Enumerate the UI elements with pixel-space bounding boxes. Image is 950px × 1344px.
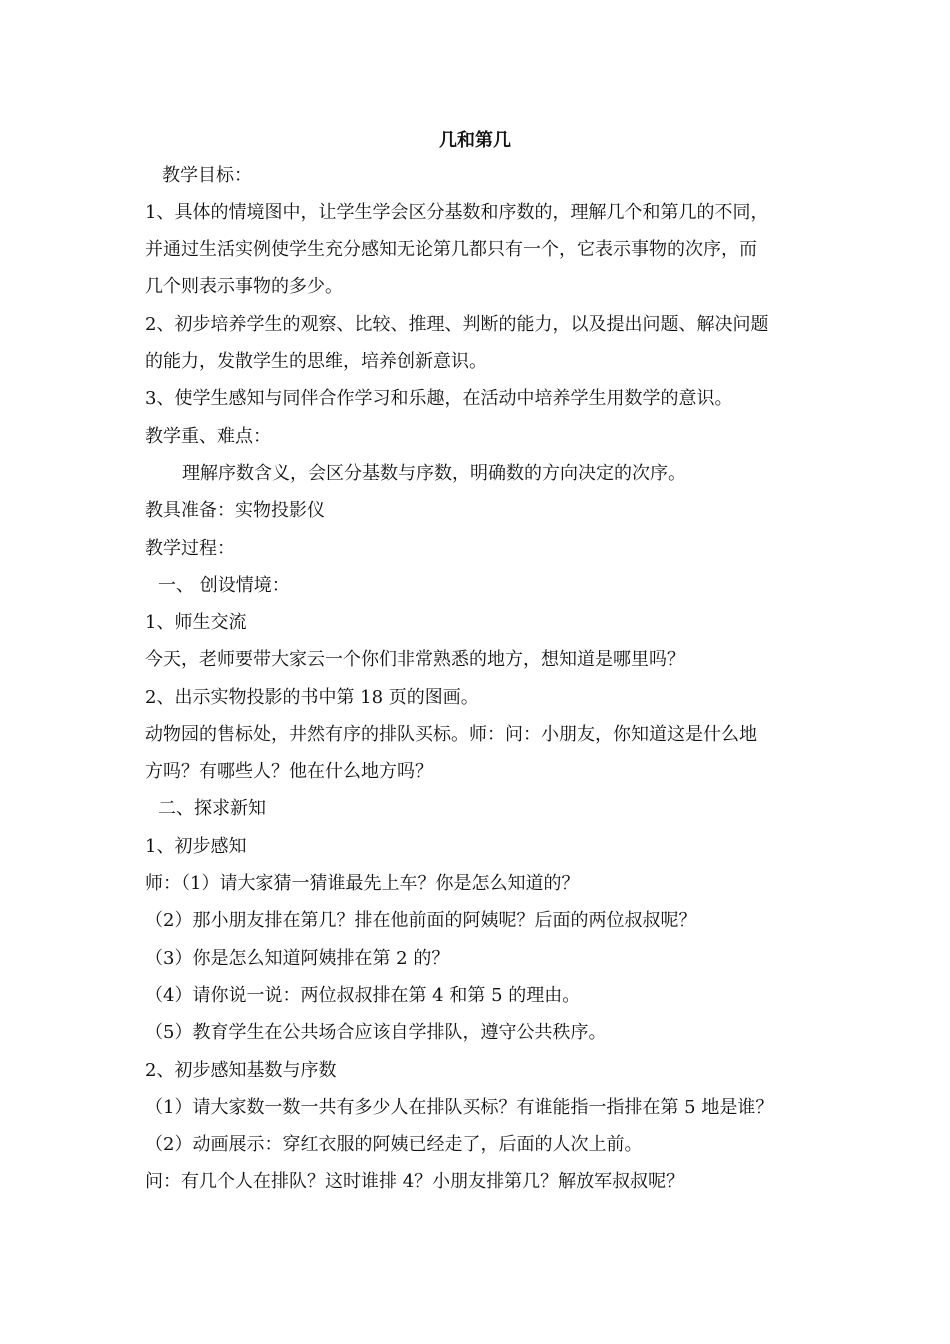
objective-2-line-1: 2、初步培养学生的观察、比较、推理、判断的能力，以及提出问题、解决问题	[145, 314, 769, 335]
subsection-2-item-2: （2）动画展示：穿红衣服的阿姨已经走了，后面的人次上前。	[145, 1134, 643, 1155]
key-points-text: 理解序数含义，会区分基数与序数，明确数的方向决定的次序。	[182, 463, 686, 484]
section-1-heading: 一、 创设情境：	[158, 575, 290, 596]
objective-2-line-2: 的能力，发散学生的思维，培养创新意识。	[145, 351, 487, 372]
subsection-1-heading: 1、初步感知	[145, 836, 247, 857]
question-4: （4）请你说一说：两位叔叔排在第 4 和第 5 的理由。	[145, 985, 581, 1006]
step-1-text: 今天，老师要带大家云一个你们非常熟悉的地方，想知道是哪里吗？	[145, 649, 685, 670]
step-2-text-line-2: 方吗？有哪些人？他在什么地方吗？	[145, 761, 433, 782]
question-2: （2）那小朋友排在第几？排在他前面的阿姨呢？后面的两位叔叔呢？	[145, 910, 697, 931]
step-2-text-line-1: 动物园的售标处，井然有序的排队买标。师：问：小朋友，你知道这是什么地	[145, 724, 757, 745]
objective-1-line-3: 几个则表示事物的多少。	[145, 276, 343, 297]
question-1: 师：（1）请大家猜一猜谁最先上车？你是怎么知道的？	[145, 873, 580, 894]
objective-1-line-1: 1、具体的情境图中，让学生学会区分基数和序数的，理解几个和第几的不同，	[145, 202, 769, 223]
objective-1-line-2: 并通过生活实例使学生充分感知无论第几都只有一个，它表示事物的次序，而	[145, 239, 757, 260]
question-5: （5）教育学生在公共场合应该自学排队，遵守公共秩序。	[145, 1022, 607, 1043]
subsection-2-question: 问：有几个人在排队？这时谁排 4？小朋友排第几？解放军叔叔呢？	[145, 1171, 685, 1192]
teaching-aids: 教具准备：实物投影仪	[145, 500, 325, 521]
objective-3-line-1: 3、使学生感知与同伴合作学习和乐趣，在活动中培养学生用数学的意识。	[145, 388, 733, 409]
question-3: （3）你是怎么知道阿姨排在第 2 的？	[145, 948, 450, 969]
step-2-heading: 2、出示实物投影的书中第 18 页的图画。	[145, 687, 479, 708]
heading-key-points: 教学重、难点：	[145, 426, 271, 447]
subsection-2-item-1: （1）请大家数一数一共有多少人在排队买标？有谁能指一指排在第 5 地是谁？	[145, 1097, 774, 1118]
subsection-2-heading: 2、初步感知基数与序数	[145, 1060, 337, 1081]
step-1-heading: 1、师生交流	[145, 612, 247, 633]
document-title: 几和第几	[439, 130, 511, 151]
heading-objectives: 教学目标：	[162, 165, 252, 186]
section-2-heading: 二、探求新知	[158, 798, 266, 819]
heading-process: 教学过程：	[145, 538, 235, 559]
